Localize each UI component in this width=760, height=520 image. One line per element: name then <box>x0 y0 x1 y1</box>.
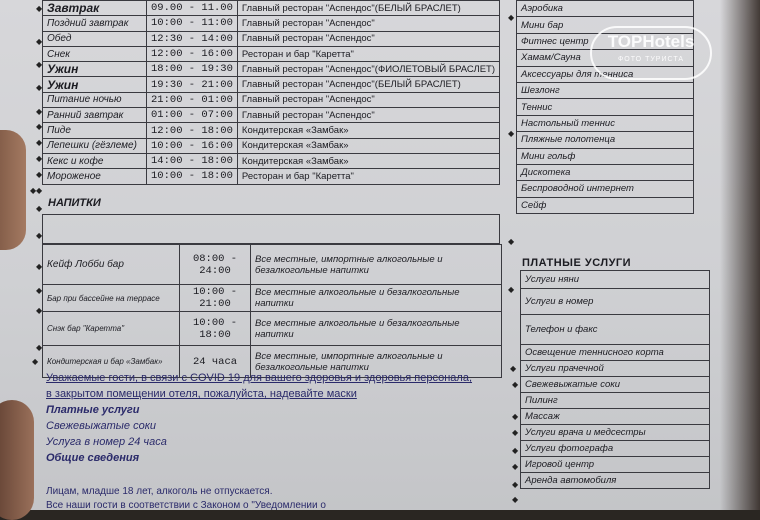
meal-name: Обед <box>43 31 147 46</box>
paid-services-heading: ПЛАТНЫЕ УСЛУГИ <box>522 257 632 269</box>
facility-name: Мини бар <box>517 17 694 33</box>
bullet-marker: ◆ <box>512 428 519 437</box>
paid-service-row <box>521 473 710 489</box>
paid-service-name: Телефон и факс <box>521 315 710 345</box>
bars-table <box>42 244 502 378</box>
meal-name: Снек <box>43 46 147 61</box>
meal-row <box>43 138 500 153</box>
facility-row <box>517 1 694 17</box>
bullet-marker: ◆ <box>508 285 515 294</box>
paid-item-room-service: Услуга в номер 24 часа <box>46 436 167 448</box>
facility-row <box>517 164 694 180</box>
facility-name: Настольный теннис <box>517 115 694 131</box>
meal-place: Ресторан и бар "Каретта" <box>237 169 499 184</box>
paid-service-row <box>521 289 710 315</box>
paid-service-row <box>521 457 710 473</box>
bar-row <box>43 312 502 346</box>
meal-time: 14:00 - 18:00 <box>147 153 238 168</box>
paid-service-name: Услуги в номер <box>521 289 710 315</box>
meal-place: Главный ресторан "Аспендос" <box>237 108 499 123</box>
facility-row <box>517 181 694 197</box>
meal-time: 10:00 - 11:00 <box>147 16 238 31</box>
bar-row <box>43 245 502 285</box>
meal-time: 21:00 - 01:00 <box>147 92 238 107</box>
footer-line-1: Лицам, младше 18 лет, алкоголь не отпускается. <box>46 486 273 497</box>
bullet-marker: ◆ <box>512 380 519 389</box>
meal-name: Ужин <box>43 77 147 92</box>
meal-place: Кондитерская «Замбак» <box>237 153 499 168</box>
bar-name: Снэк бар "Каретта" <box>43 312 180 346</box>
paid-service-row <box>521 409 710 425</box>
meal-place: Главный ресторан "Аспендос"(БЕЛЫЙ БРАСЛЕТ) <box>237 1 499 16</box>
meal-place: Главный ресторан "Аспендос" <box>237 92 499 107</box>
meal-place: Главный ресторан "Аспендос" <box>237 16 499 31</box>
edge-shadow <box>720 0 760 510</box>
bullet-marker: ◆ <box>36 231 43 240</box>
meal-name: Питание ночью <box>43 92 147 107</box>
general-info-title: Общие сведения <box>46 452 140 464</box>
bullet-marker: ◆ <box>36 122 43 131</box>
bullet-marker: ◆ <box>32 357 39 366</box>
meal-name: Кекс и кофе <box>43 153 147 168</box>
watermark-brand: TOPHotels <box>607 32 695 51</box>
meal-name: Пиде <box>43 123 147 138</box>
meal-schedule-table <box>42 0 500 185</box>
facility-row <box>517 148 694 164</box>
meal-row <box>43 92 500 107</box>
facility-row <box>517 132 694 148</box>
bar-name: Бар при бассейне на террасе <box>43 285 180 312</box>
paid-item-juice: Свежевыжатые соки <box>46 420 157 432</box>
paid-service-row <box>521 441 710 457</box>
meal-time: 18:00 - 19:30 <box>147 62 238 77</box>
meal-time: 19:30 - 21:00 <box>147 77 238 92</box>
meal-name: Ранний завтрак <box>43 108 147 123</box>
meal-time: 12:00 - 18:00 <box>147 123 238 138</box>
paid-service-row <box>521 345 710 361</box>
meal-time: 12:00 - 16:00 <box>147 46 238 61</box>
watermark-sub: ФОТО ТУРИСТА <box>617 56 685 63</box>
meal-name: Лепешки (гёзлеме) <box>43 138 147 153</box>
meal-place: Главный ресторан "Аспендос"(ФИОЛЕТОВЫЙ БРАСЛЕТ) <box>237 62 499 77</box>
paid-service-row <box>521 377 710 393</box>
bullet-marker: ◆ <box>512 462 519 471</box>
footer-line-2: Все наши гости в соответствии с Законом о "Уведомлении о <box>46 500 326 511</box>
bullet-marker: ◆ <box>512 446 519 455</box>
meal-row <box>43 77 500 92</box>
paid-service-name: Услуги няни <box>521 271 710 289</box>
meal-time: 10:00 - 18:00 <box>147 169 238 184</box>
meal-row <box>43 31 500 46</box>
bullet-marker: ◆ <box>512 495 519 504</box>
bar-time: 08:00 - 24:00 <box>180 245 251 285</box>
meal-name: Ужин <box>43 62 147 77</box>
meal-row <box>43 16 500 31</box>
paid-service-row <box>521 271 710 289</box>
bullet-marker: ◆ <box>36 286 43 295</box>
notice-line-1: Уважаемые гости, в связи с COVID 19 для вашего здоровья и здоровья персонала, <box>46 372 473 384</box>
facility-name: Сейф <box>517 197 694 213</box>
bullet-marker: ◆ <box>36 262 43 271</box>
bullet-marker: ◆ <box>510 364 517 373</box>
meal-row <box>43 123 500 138</box>
facility-row <box>517 99 694 115</box>
bar-description: Все местные, импортные алкогольные и безалкогольные напитки <box>251 245 502 285</box>
bar-time: 10:00 - 21:00 <box>180 285 251 312</box>
facility-name: Мини гольф <box>517 148 694 164</box>
meal-row <box>43 169 500 184</box>
bullet-marker: ◆ <box>508 129 515 138</box>
meal-place: Кондитерская «Замбак» <box>237 123 499 138</box>
bullet-marker: ◆ <box>36 107 43 116</box>
paid-service-row <box>521 315 710 345</box>
drinks-blank-row <box>42 214 500 244</box>
paid-services-subtitle: Платные услуги <box>46 404 140 416</box>
meal-place: Кондитерская «Замбак» <box>237 138 499 153</box>
facility-name: Шезлонг <box>517 82 694 98</box>
bar-description: Все местные, импортные алкогольные и безалкогольные напитки <box>251 346 502 378</box>
paid-service-row <box>521 361 710 377</box>
facility-name: Фитнес центр <box>517 33 694 49</box>
meal-time: 01:00 - 07:00 <box>147 108 238 123</box>
paid-service-name: Пилинг <box>521 393 710 409</box>
bullet-marker: ◆ <box>508 237 515 246</box>
facility-row <box>517 197 694 213</box>
covid-notice <box>46 372 472 468</box>
paid-service-name: Услуги прачечной <box>521 361 710 377</box>
meal-place: Ресторан и бар "Каретта" <box>237 46 499 61</box>
paid-service-name: Услуги врача и медсестры <box>521 425 710 441</box>
bullet-marker: ◆ <box>36 4 43 13</box>
bullet-marker: ◆ <box>36 306 43 315</box>
bar-description: Все местные алкогольные и безалкогольные напитки <box>251 285 502 312</box>
meal-name: Завтрак <box>43 1 147 16</box>
meal-row <box>43 46 500 61</box>
facility-name: Аксессуары для тенниса <box>517 66 694 82</box>
paid-service-row <box>521 425 710 441</box>
bullet-marker: ◆ <box>512 480 519 489</box>
paid-service-name: Массаж <box>521 409 710 425</box>
thumb-finger-lower <box>0 400 34 520</box>
paid-service-name: Услуги фотографа <box>521 441 710 457</box>
facility-name: Пляжные полотенца <box>517 132 694 148</box>
bullet-marker: ◆ <box>36 83 43 92</box>
facility-name: Хамам/Сауна <box>517 50 694 66</box>
paid-service-name: Освещение теннисного корта <box>521 345 710 361</box>
bullet-marker: ◆ <box>36 170 43 179</box>
meal-row <box>43 153 500 168</box>
facility-name: Дискотека <box>517 164 694 180</box>
bullet-marker: ◆ <box>36 154 43 163</box>
meal-time: 12:30 - 14:00 <box>147 31 238 46</box>
facility-name: Аэробика <box>517 1 694 17</box>
watermark-logo <box>590 26 712 80</box>
bullet-marker: ◆ <box>36 204 43 213</box>
bar-time: 24 часа <box>180 346 251 378</box>
bullet-marker: ◆ <box>512 412 519 421</box>
bullet-marker: ◆ <box>36 138 43 147</box>
bar-row <box>43 285 502 312</box>
bullet-marker: ◆ <box>36 60 43 69</box>
meal-time: 09.00 - 11.00 <box>147 1 238 16</box>
bar-name: Кондитерская и бар «Замбак» <box>43 346 180 378</box>
facility-row <box>517 82 694 98</box>
bar-name: Кейф Лобби бар <box>43 245 180 285</box>
thumb-finger <box>0 130 26 250</box>
bullet-marker: ◆ <box>36 343 43 352</box>
bullet-marker: ◆ <box>36 186 43 195</box>
facility-row <box>517 115 694 131</box>
bar-description: Все местные алкогольные и безалкогольные напитки <box>251 312 502 346</box>
bullet-marker: ◆ <box>30 186 37 195</box>
drinks-heading: НАПИТКИ <box>48 197 101 209</box>
paid-service-name: Свежевыжатые соки <box>521 377 710 393</box>
meal-name: Мороженое <box>43 169 147 184</box>
meal-name: Поздний завтрак <box>43 16 147 31</box>
paid-services-table <box>520 270 710 489</box>
meal-time: 10:00 - 16:00 <box>147 138 238 153</box>
paid-service-row <box>521 393 710 409</box>
meal-row <box>43 62 500 77</box>
paid-service-name: Игровой центр <box>521 457 710 473</box>
facility-name: Теннис <box>517 99 694 115</box>
meal-place: Главный ресторан "Аспендос"(БЕЛЫЙ БРАСЛЕТ) <box>237 77 499 92</box>
meal-row <box>43 1 500 16</box>
meal-place: Главный ресторан "Аспендос" <box>237 31 499 46</box>
meal-row <box>43 108 500 123</box>
paid-service-name: Аренда автомобиля <box>521 473 710 489</box>
facility-name: Беспроводной интернет <box>517 181 694 197</box>
bullet-marker: ◆ <box>36 37 43 46</box>
bar-time: 10:00 - 18:00 <box>180 312 251 346</box>
bullet-marker: ◆ <box>508 13 515 22</box>
notice-line-2: в закрытом помещении отеля, пожалуйста, надевайте маски <box>46 388 357 400</box>
